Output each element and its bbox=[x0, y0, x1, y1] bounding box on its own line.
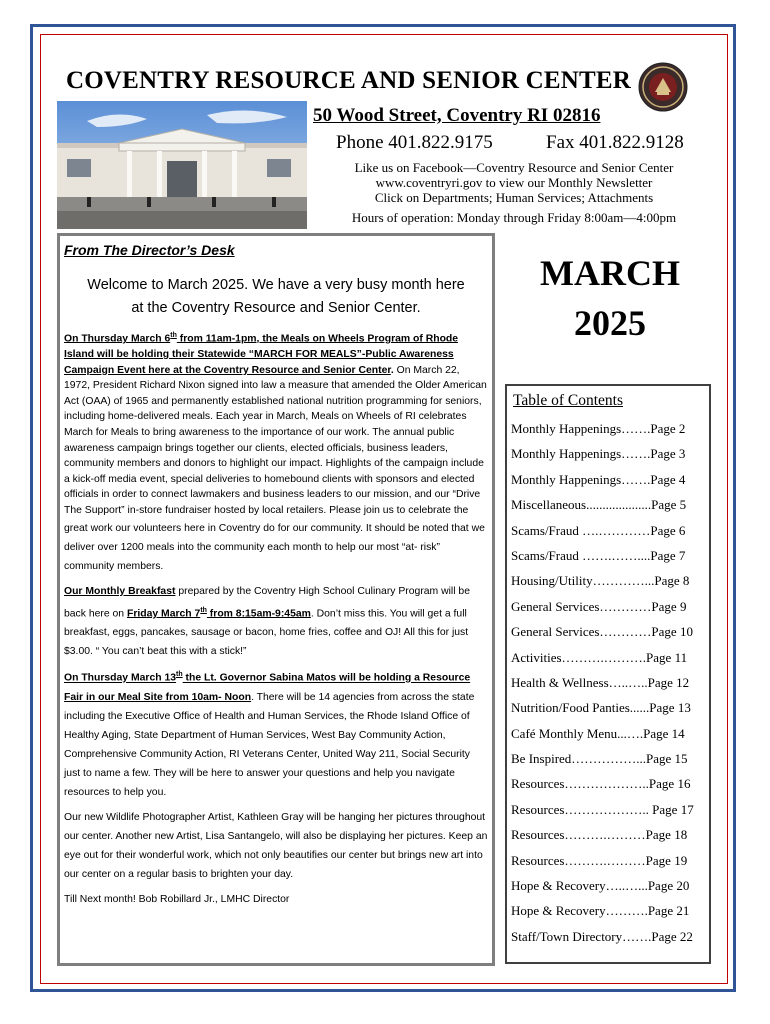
toc-item: Resources……….………Page 18 bbox=[511, 827, 688, 843]
director-signoff: Till Next month! Bob Robillard Jr., LMHC Director bbox=[64, 893, 290, 905]
toc-item: Scams/Fraud …….……....Page 7 bbox=[511, 547, 686, 563]
table-of-contents bbox=[505, 384, 711, 964]
breakfast-paragraph bbox=[64, 582, 488, 661]
resource-fair-paragraph bbox=[64, 665, 488, 801]
toc-item: Resources……………….. Page 17 bbox=[511, 801, 694, 817]
toc-item: Be Inspired……………...Page 15 bbox=[511, 751, 688, 767]
welcome-message bbox=[60, 274, 492, 320]
toc-item: General Services…………Page 9 bbox=[511, 598, 687, 614]
toc-item: Miscellaneous....................Page 5 bbox=[511, 497, 687, 513]
meals-event-headline: On Thursday March 6 bbox=[64, 333, 171, 345]
welcome-line-1: Welcome to March 2025. We have a very busy month here bbox=[87, 277, 465, 293]
facebook-line: Like us on Facebook—Coventry Resource and Senior Center bbox=[354, 160, 674, 175]
resource-fair-headline: On Thursday March 13 bbox=[64, 672, 177, 684]
toc-item: Monthly Happenings…….Page 2 bbox=[511, 421, 686, 436]
directors-letter bbox=[64, 328, 488, 907]
breakfast-headline: Our Monthly Breakfast bbox=[64, 585, 176, 597]
toc-item: Hope & Recovery……….Page 21 bbox=[511, 903, 690, 919]
toc-item: Monthly Happenings…….Page 3 bbox=[511, 446, 686, 462]
contact-info bbox=[318, 160, 710, 205]
toc-item: Café Monthly Menu...….Page 14 bbox=[511, 725, 685, 741]
toc-item: Staff/Town Directory…….Page 22 bbox=[511, 928, 693, 944]
resource-fair-headline-cont: the Lt. Governor Sabina Matos will be holding a Resource Fair in our Meal Site from 10am- Noon bbox=[64, 672, 471, 703]
breakfast-date: Friday March 7 bbox=[126, 608, 201, 620]
toc-item: Health & Wellness…..…..Page 12 bbox=[511, 674, 690, 690]
toc-item: Activities……….……….Page 11 bbox=[511, 649, 688, 665]
welcome-line-2: at the Coventry Resource and Senior Center. bbox=[131, 300, 421, 316]
toc-item: Resources………………..Page 16 bbox=[511, 776, 691, 792]
ordinal-suffix: th bbox=[176, 671, 183, 679]
period: . bbox=[390, 364, 394, 376]
toc-item: Housing/Utility…………...Page 8 bbox=[511, 573, 690, 589]
address: 50 Wood Street, Coventry RI 02816 bbox=[313, 105, 601, 126]
page-title: COVENTRY RESOURCE AND SENIOR CENTER bbox=[66, 67, 632, 94]
toc-heading: Table of Contents bbox=[513, 392, 623, 409]
meals-on-wheels-paragraph bbox=[64, 328, 488, 576]
directors-desk-heading: From The Director’s Desk bbox=[64, 242, 235, 258]
attachments-line: Click on Departments; Human Services; Attachments bbox=[374, 190, 654, 205]
toc-item: Scams/Fraud ….…………Page 6 bbox=[511, 522, 686, 538]
issue-date bbox=[505, 248, 715, 348]
toc-item: Monthly Happenings…….Page 4 bbox=[511, 471, 686, 487]
fax-number: Fax 401.822.9128 bbox=[546, 132, 684, 153]
ordinal-suffix: th bbox=[200, 606, 207, 614]
toc-item: Resources……….………Page 19 bbox=[511, 852, 688, 868]
hours-of-operation: Hours of operation: Monday through Friday 8:00am—4:00pm bbox=[351, 210, 677, 225]
toc-item: General Services…………Page 10 bbox=[511, 624, 693, 640]
resource-fair-body: . There will be 14 agencies from across the state including the Executive Office of Health and Human Services, the Rhode Island Office of Healthy Aging, State Department of Human Services, West Bay Community Action, Comprehensive Community Action, RI Veterans Center, United Way 211, Social Security just to name a few. They will be here to answer your questions and help you navigate resources to help you. bbox=[64, 691, 475, 798]
artist-paragraph: Our new Wildlife Photographer Artist, Kathleen Gray will be hanging her pictures throughout our center. Another new Artist, Lisa Santangelo, will also be displaying her pictures. Keep an eye out for their wonderful work, which not only beautifies our center but brings new art into our center on a regular basis to brighten your day. bbox=[64, 811, 488, 880]
ordinal-suffix: th bbox=[170, 332, 177, 339]
breakfast-text-b: . Don’t miss this. You will get a full breakfast, eggs, pancakes, sausage or bacon, home fries, coffee and OJ! All this for just $3.00. “ You can’t beat this with a stick!” bbox=[64, 608, 469, 658]
meals-event-headline-cont: from 11am-1pm, the Meals on Wheels Program of Rhode Island will be holding their Statewide “MARCH FOR MEALS”-Public Awareness Campaign Event here at the Coventry Resource and Senior Center bbox=[64, 333, 459, 376]
issue-year: 2025 bbox=[574, 303, 646, 343]
directors-desk-box bbox=[57, 233, 495, 966]
toc-item: Nutrition/Food Panties......Page 13 bbox=[511, 700, 691, 716]
meals-event-tail: our community. It should be noted that we deliver over 1200 meals into the community each month to help our most “at- risk” community members. bbox=[64, 522, 485, 572]
building-photo bbox=[57, 101, 307, 229]
toc-list bbox=[511, 420, 694, 953]
breakfast-text-a: prepared by the Coventry High School Culinary Program will be back here on bbox=[64, 585, 470, 620]
town-seal-logo bbox=[638, 62, 688, 112]
website-line: www.coventryri.gov to view our Monthly Newsletter bbox=[375, 175, 653, 190]
issue-month: MARCH bbox=[540, 253, 680, 293]
meals-event-body: On March 22, 1972, President Richard Nixon signed into law a measure that amended the Older American Act (OAA) of 1965 and permanently established national nutrition programming for seniors, including home-delivered meals. Each year in March, Meals on Wheels of RI celebrates March for Meals to bring awareness to the importance of our work. The annual public awareness campaign brings together our clients, elected officials, business leaders, community members and donors to highlight our impact. Highlights of the campaign include a kick-off media event, special deliveries to homebound clients with sponsors and elected officials in order to connect lawmakers and business leaders to our mission, and our “Drive The Support” in-store fundraiser hosted by local retailers. Please join us to celebrate the great work our volunteers here in Coventry do for bbox=[64, 364, 487, 534]
phone-number: Phone 401.822.9175 bbox=[336, 132, 493, 153]
toc-item: Hope & Recovery…..…...Page 20 bbox=[511, 878, 690, 894]
breakfast-time: from 8:15am-9:45am bbox=[206, 608, 311, 620]
